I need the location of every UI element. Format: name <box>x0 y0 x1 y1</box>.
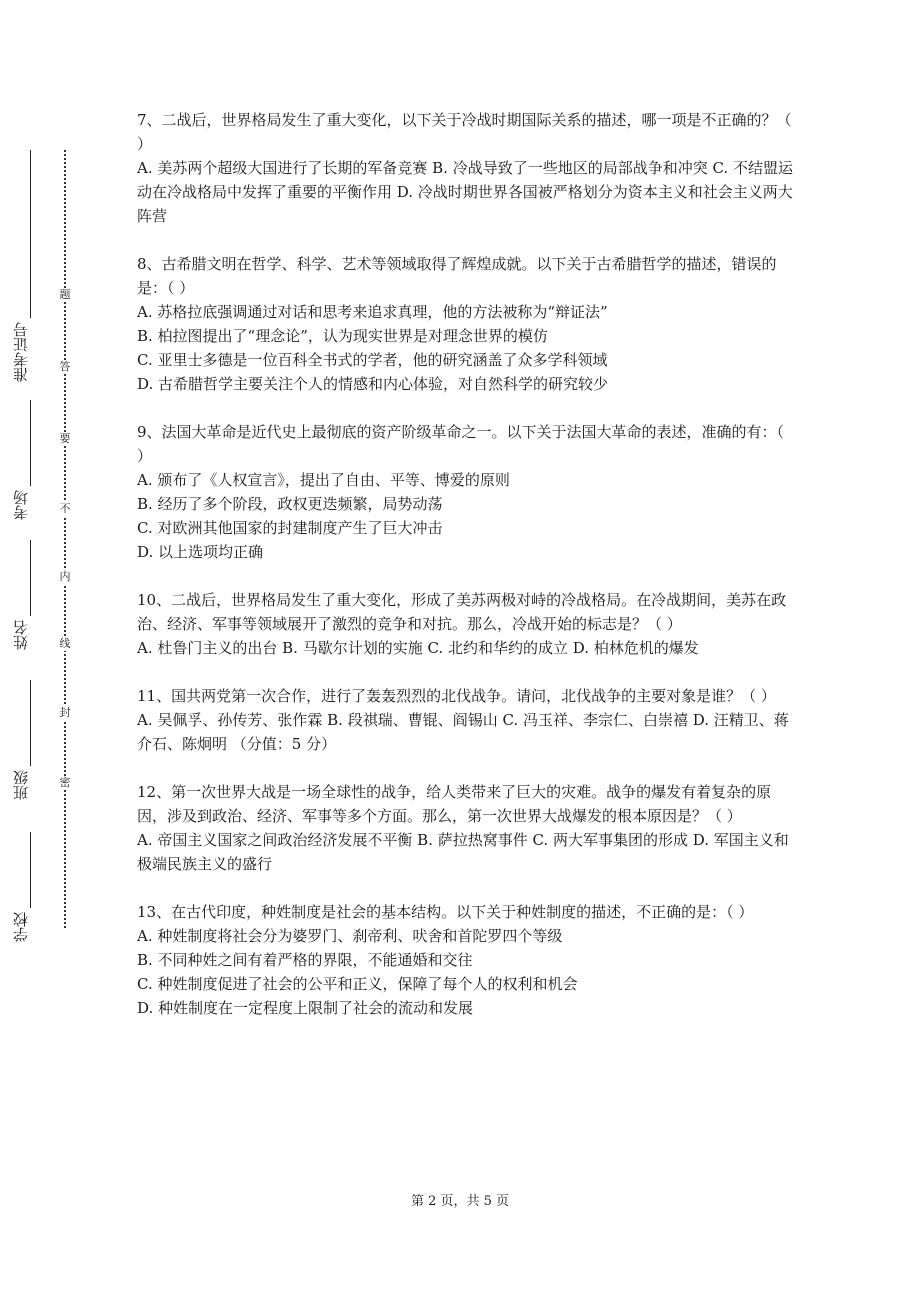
name-label: 姓名 <box>12 620 30 650</box>
option-b: B. 不同种姓之间有着严格的界限，不能通婚和交往 <box>137 951 473 969</box>
option-a: A. 种姓制度将社会分为婆罗门、刹帝利、吠舍和首陀罗四个等级 <box>137 927 563 945</box>
option-a: A. 苏格拉底强调通过对话和思考来追求真理，他的方法被称为“辩证法” <box>137 303 608 321</box>
exam-room-label: 考场 <box>12 490 30 520</box>
option-c: C. 对欧洲其他国家的封建制度产生了巨大冲击 <box>137 519 443 537</box>
question-9 <box>137 420 793 564</box>
seal-char: 题 <box>57 288 73 302</box>
question-stem: 11、国共两党第一次合作，进行了轰轰烈烈的北伐战争。请问，北伐战争的主要对象是谁？（ ） <box>137 687 776 705</box>
seal-char: 封 <box>57 706 73 720</box>
seal-char: 要 <box>57 432 73 446</box>
school-label: 学校 <box>12 912 30 942</box>
question-options: A. 帝国主义国家之间政治经济发展不平衡 B. 萨拉热窝事件 C. 两大军事集团的形成 D. 军国主义和极端民族主义的盛行 <box>137 831 789 873</box>
question-13 <box>137 900 793 1020</box>
binding-margin <box>0 0 100 1302</box>
name-line <box>30 540 31 616</box>
exam-number-label: 准考证号 <box>12 322 30 382</box>
question-12 <box>137 780 793 876</box>
question-8 <box>137 252 793 396</box>
question-11 <box>137 684 793 756</box>
option-a: A. 颁布了《人权宣言》，提出了自由、平等、博爱的原则 <box>137 471 510 489</box>
seal-char: 线 <box>57 637 73 651</box>
seal-char: 答 <box>57 360 73 374</box>
option-c: C. 种姓制度促进了社会的公平和正义，保障了每个人的权利和机会 <box>137 975 578 993</box>
question-stem: 12、第一次世界大战是一场全球性的战争，给人类带来了巨大的灾难。战争的爆发有着复杂的原因，涉及到政治、经济、军事等多个方面。那么，第一次世界大战爆发的根本原因是？（ ） <box>137 783 772 825</box>
question-7 <box>137 108 793 228</box>
question-stem: 10、二战后，世界格局发生了重大变化，形成了美苏两极对峙的冷战格局。在冷战期间，美苏在政治、经济、军事等领域展开了激烈的竞争和对抗。那么，冷战开始的标志是？（ ） <box>137 591 787 633</box>
question-stem: 9、法国大革命是近代史上最彻底的资产阶级革命之一。以下关于法国大革命的表述，准确的有：（ ） <box>137 423 785 465</box>
class-label: 班级 <box>12 770 30 800</box>
question-stem: 8、古希腊文明在哲学、科学、艺术等领域取得了辉煌成就。以下关于古希腊哲学的描述，错误的是：（ ） <box>137 255 777 297</box>
class-line <box>30 680 31 766</box>
question-options: A. 杜鲁门主义的出台 B. 马歇尔计划的实施 C. 北约和华约的成立 D. 柏林危机的爆发 <box>137 639 699 657</box>
exam-number-line <box>30 150 31 318</box>
option-d: D. 以上选项均正确 <box>137 543 264 561</box>
option-b: B. 经历了多个阶段，政权更迭频繁，局势动荡 <box>137 495 443 513</box>
page-number: 第 2 页，共 5 页 <box>410 1194 510 1209</box>
option-d: D. 古希腊哲学主要关注个人的情感和内心体验，对自然科学的研究较少 <box>137 375 609 393</box>
exam-room-line <box>30 400 31 486</box>
school-line <box>30 832 31 908</box>
question-list <box>137 108 793 1044</box>
seal-char: 不 <box>57 502 73 516</box>
question-options: A. 美苏两个超级大国进行了长期的军备竞赛 B. 冷战导致了一些地区的局部战争和冲突 C. 不结盟运动在冷战格局中发挥了重要的平衡作用 D. 冷战时期世界各国被严格划分为资本主义和社会主义两大阵营 <box>137 159 793 225</box>
option-d: D. 种姓制度在一定程度上限制了社会的流动和发展 <box>137 999 474 1017</box>
question-stem: 13、在古代印度，种姓制度是社会的基本结构。以下关于种姓制度的描述，不正确的是：（ ） <box>137 903 754 921</box>
question-stem: 7、二战后，世界格局发生了重大变化，以下关于冷战时期国际关系的描述，哪一项是不正确的？（ ） <box>137 111 792 153</box>
seal-char: 密 <box>57 776 73 790</box>
seal-char: 内 <box>57 570 73 584</box>
option-b: B. 柏拉图提出了“理念论”，认为现实世界是对理念世界的模仿 <box>137 327 548 345</box>
option-c: C. 亚里士多德是一位百科全书式的学者，他的研究涵盖了众多学科领域 <box>137 351 608 369</box>
question-options: A. 吴佩孚、孙传芳、张作霖 B. 段祺瑞、曹锟、阎锡山 C. 冯玉祥、李宗仁、白崇禧 D. 汪精卫、蒋介石、陈炯明 （分值：5 分） <box>137 711 789 753</box>
seal-dotted-line <box>64 150 66 928</box>
question-10 <box>137 588 793 660</box>
